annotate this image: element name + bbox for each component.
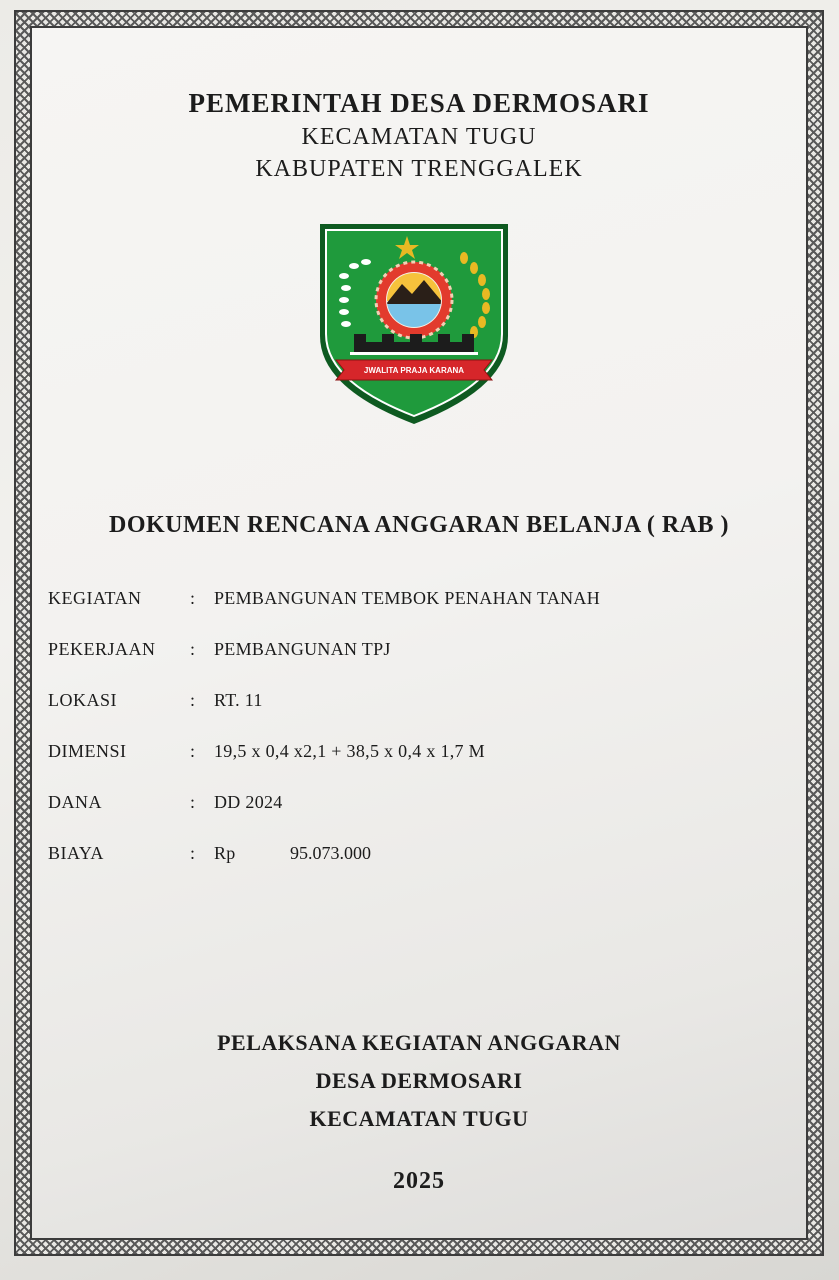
district-heading: KECAMATAN TUGU <box>301 124 537 150</box>
detail-value: DD 2024 <box>214 792 283 812</box>
detail-value: PEMBANGUNAN TPJ <box>214 639 391 659</box>
detail-row-dimensi <box>48 741 768 792</box>
cost-amount: 95.073.000 <box>290 843 371 863</box>
detail-row-dana <box>48 792 768 843</box>
currency-label: Rp <box>214 843 236 863</box>
detail-label: DANA <box>48 792 102 812</box>
detail-row-lokasi <box>48 690 768 741</box>
trenggalek-regency-coat-of-arms-icon <box>314 218 514 428</box>
detail-value: RT. 11 <box>214 690 263 710</box>
detail-value: 19,5 x 0,4 x2,1 + 38,5 x 0,4 x 1,7 M <box>214 741 485 761</box>
document-title: DOKUMEN RENCANA ANGGARAN BELANJA ( RAB ) <box>108 512 730 538</box>
document-page <box>30 26 808 1240</box>
detail-value: PEMBANGUNAN TEMBOK PENAHAN TANAH <box>214 588 601 608</box>
detail-label: KEGIATAN <box>48 588 142 608</box>
detail-separator: : <box>190 639 196 659</box>
executor-heading: PELAKSANA KEGIATAN ANGGARAN <box>217 1030 621 1055</box>
executor-district: KECAMATAN TUGU <box>309 1106 529 1131</box>
detail-separator: : <box>190 843 196 863</box>
detail-label: DIMENSI <box>48 741 127 761</box>
detail-label: BIAYA <box>48 843 104 863</box>
details-list <box>48 588 768 894</box>
detail-label: LOKASI <box>48 690 117 710</box>
detail-separator: : <box>190 690 196 710</box>
detail-row-pekerjaan <box>48 639 768 690</box>
detail-row-biaya <box>48 843 768 894</box>
detail-row-kegiatan <box>48 588 768 639</box>
executor-village: DESA DERMOSARI <box>315 1068 523 1093</box>
detail-separator: : <box>190 792 196 812</box>
government-heading: PEMERINTAH DESA DERMOSARI <box>188 88 650 118</box>
detail-separator: : <box>190 588 196 608</box>
detail-separator: : <box>190 741 196 761</box>
detail-label: PEKERJAAN <box>48 639 156 659</box>
regency-heading: KABUPATEN TRENGGALEK <box>255 156 583 182</box>
document-year: 2025 <box>393 1168 445 1194</box>
emblem-motto: JWALITA PRAJA KARANA <box>363 366 465 375</box>
